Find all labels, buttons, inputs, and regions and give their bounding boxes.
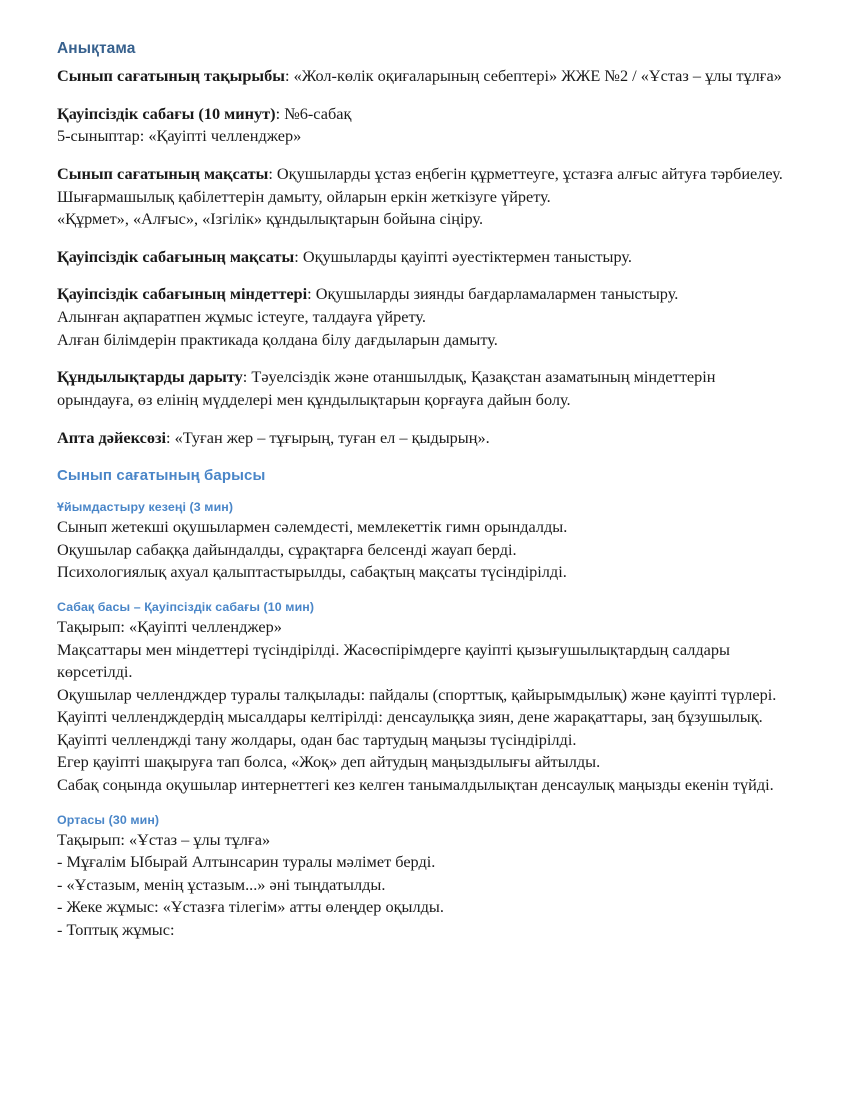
info-entry-primary-line — [57, 65, 793, 88]
info-entry — [57, 163, 793, 231]
info-entry-label: Қауіпсіздік сабағының мақсаты — [57, 246, 295, 266]
info-entry-label: Қауіпсіздік сабағының міндеттері — [57, 284, 308, 304]
progress-stage-title: Ортасы (30 мин) — [57, 812, 160, 827]
info-entry-extra-line: Шығармашылық қабілеттерін дамыту, ойларын еркін жеткізуге үйрету. — [57, 186, 551, 206]
info-entry-extra-line: Алған білімдерін практикада қолдана білу дағдыларын дамыту. — [57, 329, 498, 349]
info-entry-label: Апта дәйексөзі — [57, 427, 167, 447]
progress-stage-title: Ұйымдастыру кезеңі (3 мин) — [57, 500, 234, 515]
info-entry — [57, 246, 793, 269]
info-entry-separator: : — [285, 66, 294, 85]
info-entries-list — [57, 65, 793, 449]
info-entry-separator: : — [242, 367, 252, 387]
info-entry-value: Оқушыларды қауіпті әуестіктермен таныстыру. — [302, 246, 632, 266]
progress-stage-line: Оқушылар челлендждер туралы талқылады: пайдалы (спорттық, қайырымдылық) және қауіпті түрлері. — [57, 684, 777, 704]
info-entry-separator: : — [294, 246, 303, 266]
info-entry-extra-line: 5-сыныптар: «Қауіпті челленджер» — [57, 126, 302, 146]
info-entry-separator: : — [268, 163, 277, 183]
progress-stage-line: - Жеке жұмыс: «Ұстазға тілегім» атты өлеңдер оқылды. — [57, 897, 444, 917]
progress-stage — [57, 813, 793, 942]
info-entry-primary-line — [57, 283, 793, 306]
progress-stage-lines — [57, 829, 793, 942]
info-entry — [57, 103, 793, 148]
info-entry — [57, 366, 793, 411]
progress-stage-line: Мақсаттары мен міндеттері түсіндірілді. Жасөспірімдерге қауіпті қызығушылықтардың салдары көрсетілді. — [57, 639, 730, 682]
progress-stage-line: Қауіпті челленджді тану жолдары, одан бас тартудың маңызы түсіндірілді. — [57, 729, 577, 749]
info-entry-label: Сынып сағатының мақсаты — [57, 163, 269, 183]
progress-stage-title: Сабақ басы – Қауіпсіздік сабағы (10 мин) — [57, 600, 315, 615]
info-entry — [57, 65, 793, 88]
progress-stage-line: Қауіпті челлендждердің мысалдары келтірілді: денсаулыққа зиян, дене жарақаттары, заң бұзушылық. — [57, 707, 763, 727]
info-entry-primary-line — [57, 163, 793, 186]
info-entry-value: «Жол-көлік оқиғаларының себептері» ЖЖЕ №2 / «Ұстаз – ұлы тұлға» — [293, 66, 782, 85]
info-entry-value: Оқушыларды зиянды бағдарламалармен таныстыру. — [315, 284, 679, 304]
info-entry-extra-line: Алынған ақпаратпен жұмыс істеуге, талдауға үйрету. — [57, 307, 426, 327]
info-entry-separator: : — [166, 427, 175, 447]
progress-stage — [57, 600, 793, 797]
progress-stage-line: Егер қауіпті шақыруға тап болса, «Жоқ» деп айтудың маңыздылығы айтылды. — [57, 752, 601, 772]
progress-stages-list — [57, 500, 793, 941]
progress-stage-line: Оқушылар сабаққа дайындалды, сұрақтарға белсенді жауап берді. — [57, 539, 517, 559]
info-entry — [57, 427, 793, 450]
progress-stage-line: Тақырып: «Қауіпті челленджер» — [57, 617, 282, 637]
progress-heading: Сынып сағатының барысы — [57, 467, 266, 485]
info-entry-separator: : — [307, 284, 316, 304]
progress-stage-line: Сынып жетекші оқушылармен сәлемдесті, мемлекеттік гимн орындалды. — [57, 517, 568, 537]
progress-stage-line: - Мұғалім Ыбырай Алтынсарин туралы мәлімет берді. — [57, 852, 436, 872]
progress-stage-line: - Топтық жұмыс: — [57, 919, 175, 939]
info-entry-primary-line — [57, 366, 793, 411]
progress-stage-lines — [57, 616, 793, 797]
progress-stage-line: Психологиялық ахуал қалыптастырылды, сабақтың мақсаты түсіндірілді. — [57, 562, 567, 582]
info-entry-label: Қауіпсіздік сабағы (10 минут) — [57, 103, 276, 123]
info-entry-label: Сынып сағатының тақырыбы — [57, 66, 285, 85]
progress-stage-line: Тақырып: «Ұстаз – ұлы тұлға» — [57, 829, 271, 849]
info-entry-value: №6-сабақ — [284, 103, 352, 123]
info-entry-value: «Туған жер – тұғырың, туған ел – қыдырың». — [174, 427, 490, 447]
progress-stage-lines — [57, 516, 793, 584]
page-title: Анықтама — [57, 40, 136, 57]
info-entry-extra-line: «Құрмет», «Алғыс», «Ізгілік» құндылықтарын бойына сіңіру. — [57, 209, 484, 229]
info-entry-value: Оқушыларды ұстаз еңбегін құрметтеуге, ұстазға алғыс айтуға тәрбиелеу. — [276, 163, 783, 183]
progress-stage — [57, 500, 793, 584]
info-entry-value: Тәуелсіздік және отаншылдық, Қазақстан азаматының міндеттерін орындауға, өз елінің мүдделері мен құндылықтарын қорғауға дайын болу. — [57, 367, 716, 410]
progress-stage-line: Сабақ соңында оқушылар интернеттегі кез келген танымалдылықтан денсаулық маңызды екенін түйді. — [57, 774, 774, 794]
progress-stage-line: - «Ұстазым, менің ұстазым...» әні тыңдатылды. — [57, 874, 386, 894]
info-entry — [57, 283, 793, 351]
info-entry-primary-line — [57, 103, 793, 126]
info-entry-label: Құндылықтарды дарыту — [57, 367, 243, 387]
info-entry-primary-line — [57, 246, 793, 269]
info-entry-separator: : — [275, 103, 285, 123]
info-entry-primary-line — [57, 427, 793, 450]
